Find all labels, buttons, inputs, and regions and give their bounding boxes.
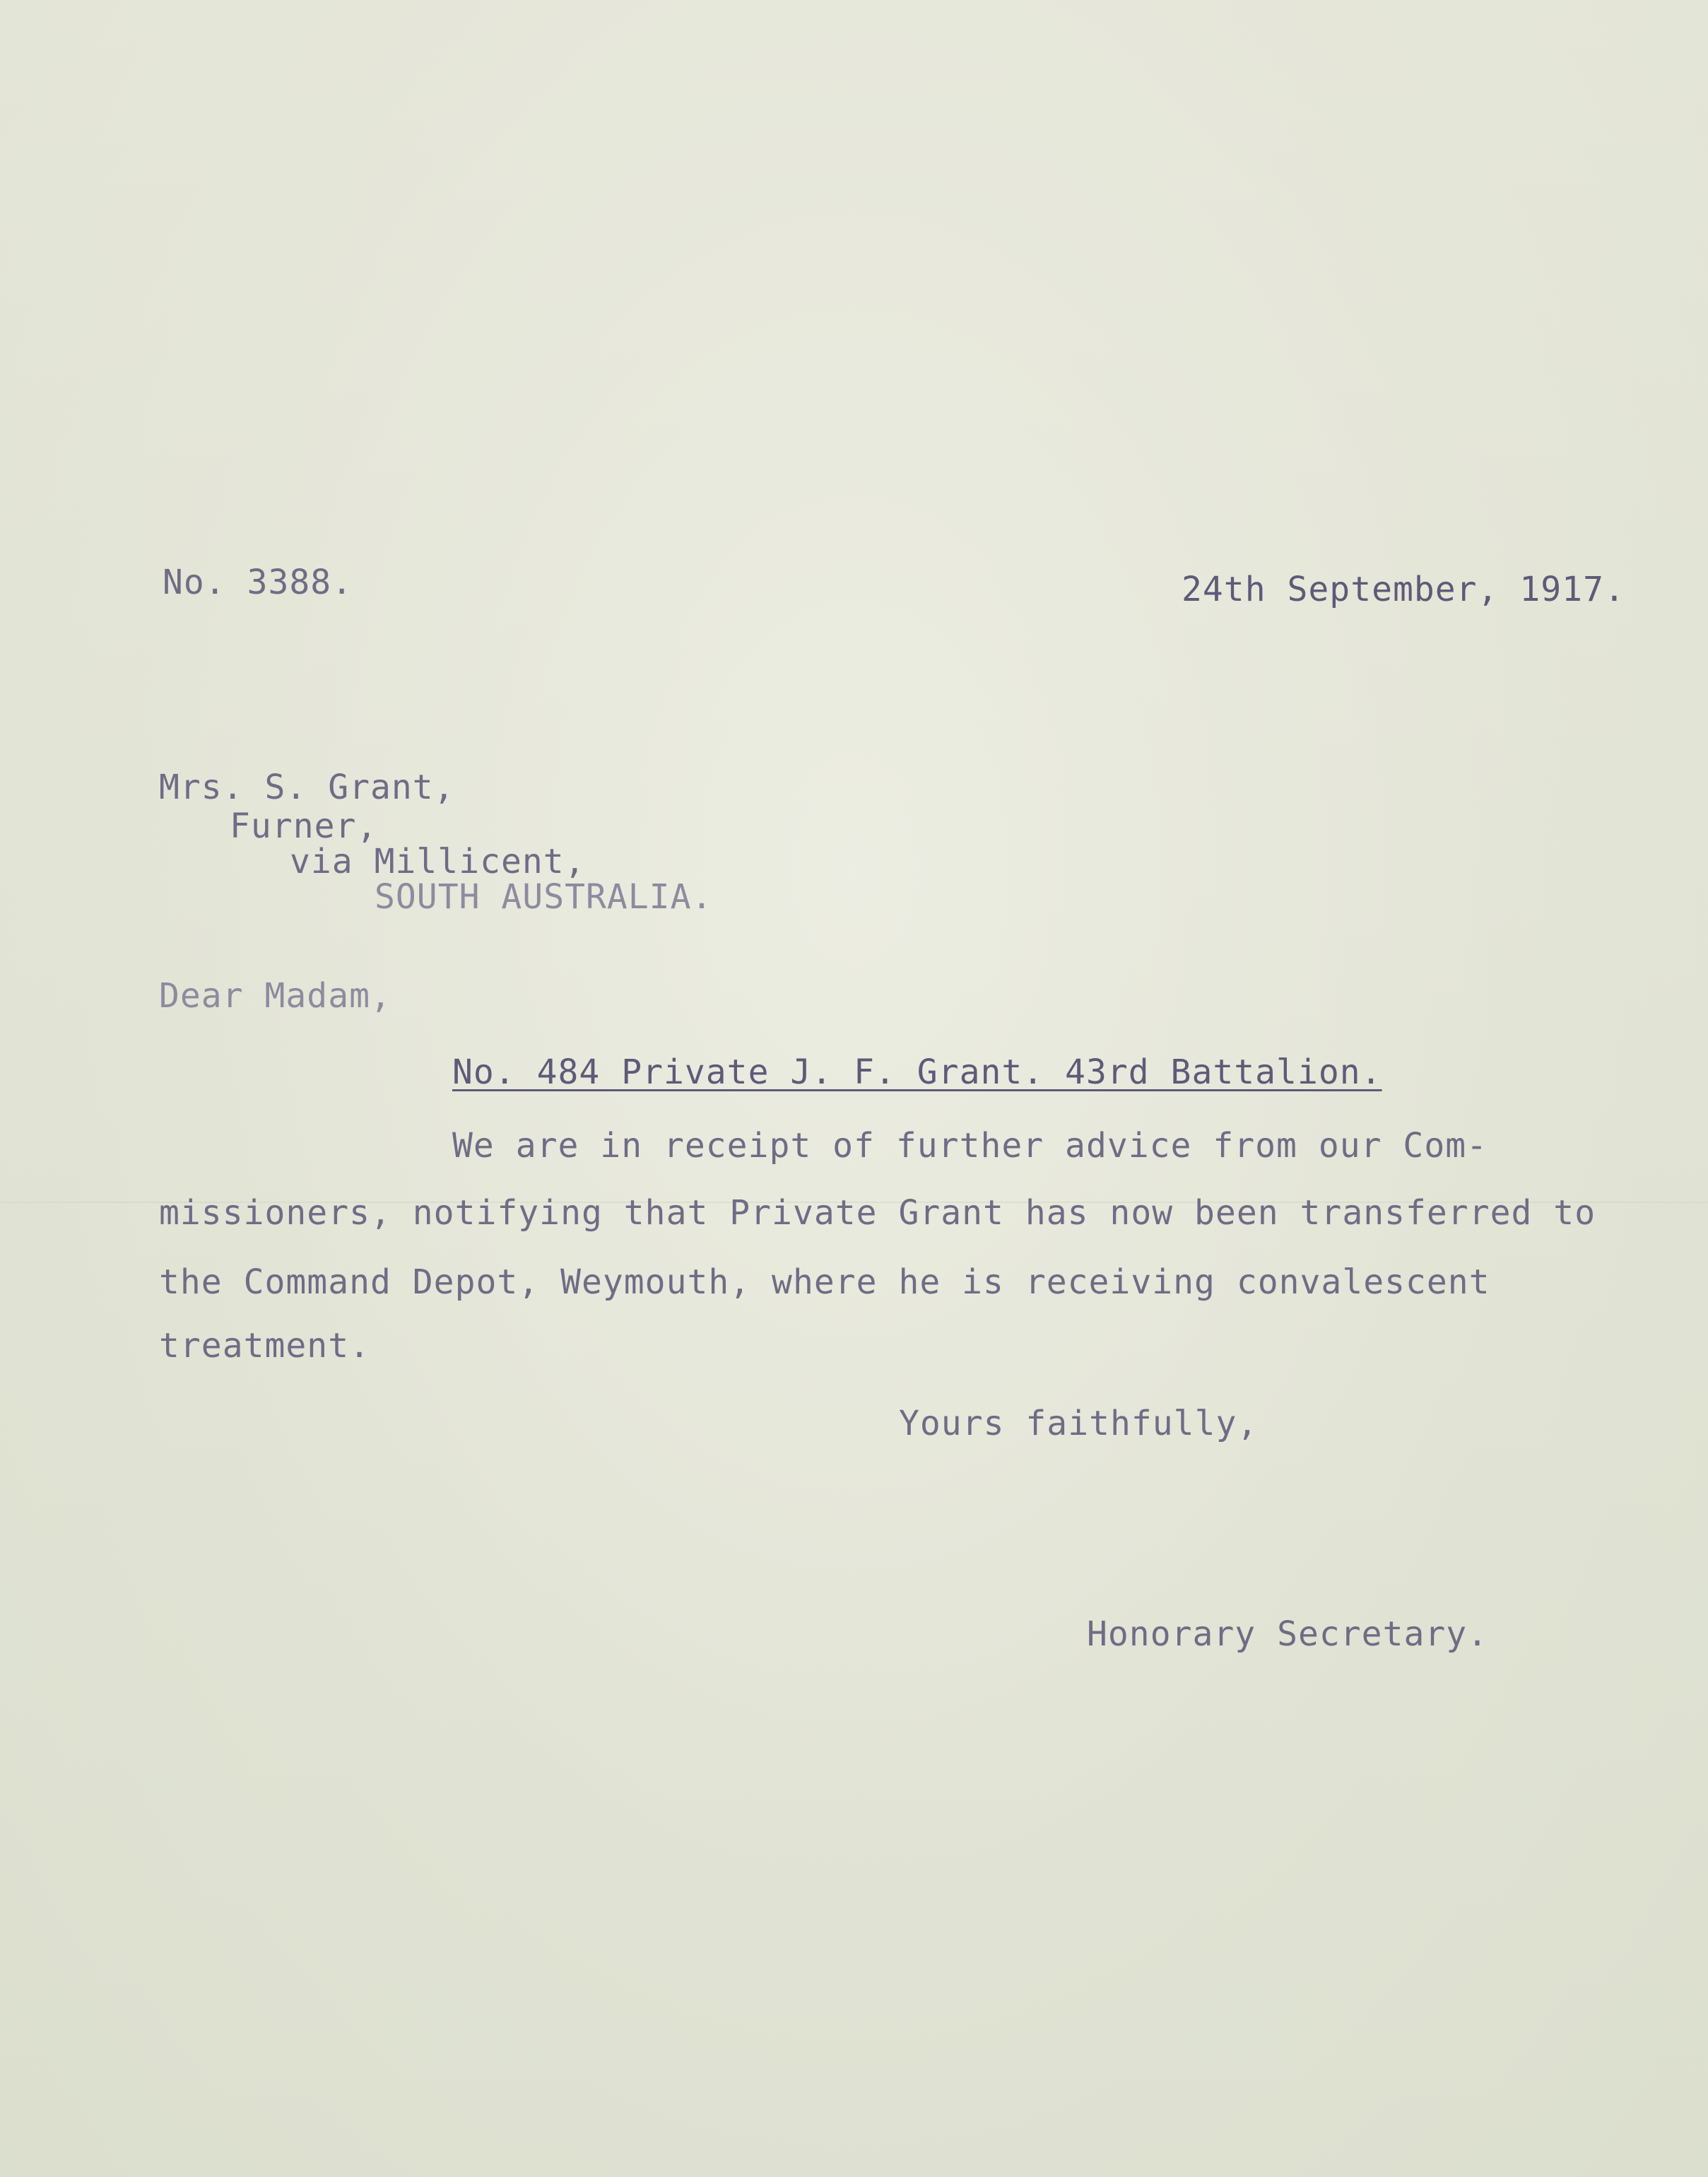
closing: Yours faithfully, [899,1404,1259,1443]
salutation: Dear Madam, [159,976,391,1016]
subject-line: No. 484 Private J. F. Grant. 43rd Battalion. [452,1052,1382,1092]
body-line: treatment. [159,1326,370,1366]
letter-date: 24th September, 1917. [1182,570,1625,609]
body-line: We are in receipt of further advice from our Com- [452,1126,1488,1166]
body-line: missioners, notifying that Private Grant has now been transferred to [159,1193,1596,1233]
reference-number: No. 3388. [163,563,353,602]
recipient-state: SOUTH AUSTRALIA. [375,877,713,917]
recipient-name: Mrs. S. Grant, [159,768,455,807]
body-line: the Command Depot, Weymouth, where he is receiving convalescent [159,1262,1490,1302]
recipient-via: via Millicent, [290,842,586,881]
recipient-locality: Furner, [230,806,378,846]
signatory-title: Honorary Secretary. [1087,1614,1489,1654]
